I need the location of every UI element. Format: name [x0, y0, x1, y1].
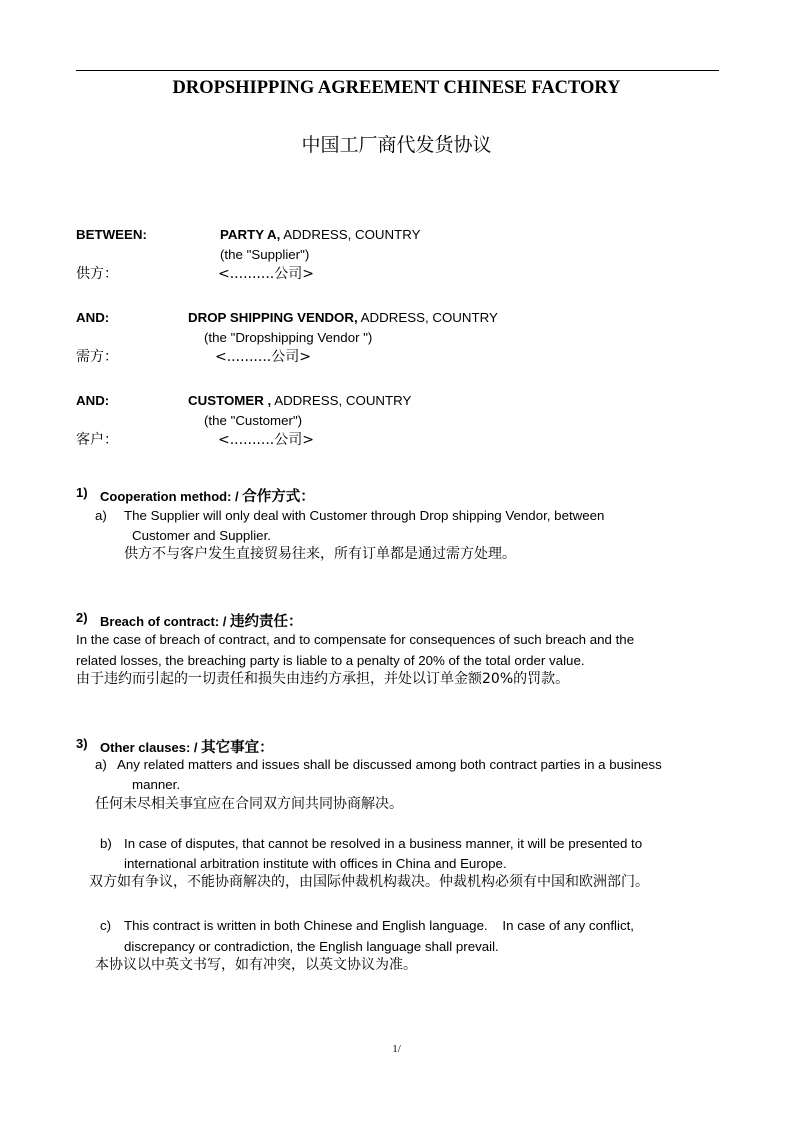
section-3-b-cn: 双方如有争议，不能协商解决的，由国际仲裁机构裁决。仲裁机构必须有中国和欧洲部门。 [89, 874, 649, 890]
section-3-c-label: c) [100, 918, 112, 933]
section-1-heading [100, 485, 315, 506]
vendor-name: DROP SHIPPING VENDOR, [188, 310, 358, 325]
section-3-c-line-2: discrepancy or contradiction, the English language shall prevail. [124, 939, 499, 954]
section-2-cn: 由于违约而引起的一切责任和损失由违约方承担，并处以订单金额20%的罚款。 [76, 671, 570, 687]
section-2-title: Breach of contract: / [100, 614, 231, 629]
section-3-a-line-1: Any related matters and issues shall be discussed among both contract parties in a business [117, 757, 662, 772]
top-rule [76, 70, 719, 71]
section-3-a-label: a) [95, 757, 107, 772]
party-a-name: PARTY A, [220, 227, 281, 242]
section-3-heading [100, 736, 274, 757]
customer-address: ADDRESS, COUNTRY [271, 393, 412, 408]
section-3-title-cn: 其它事宜： [201, 740, 274, 756]
customer-line [188, 393, 411, 409]
section-1-title: Cooperation method: / [100, 489, 243, 504]
section-1-number: 1) [76, 485, 88, 500]
customer-label-cn: 客户： [76, 432, 118, 448]
section-1-a-line-2: Customer and Supplier. [132, 528, 271, 543]
section-3-a-cn: 任何未尽相关事宜应在合同双方间共同协商解决。 [95, 796, 403, 812]
and-label-1: AND: [76, 310, 110, 325]
section-1-a-line-1: The Supplier will only deal with Customer through Drop shipping Vendor, between [124, 508, 605, 523]
section-2-heading [100, 610, 303, 631]
document-title: DROPSHIPPING AGREEMENT CHINESE FACTORY [172, 78, 621, 98]
supplier-label-cn: 供方： [76, 266, 118, 282]
supplier-company: <..........公司> [218, 266, 314, 282]
between-label: BETWEEN: [76, 227, 147, 242]
party-a-alias: (the "Supplier") [220, 247, 310, 262]
document-title-chinese: 中国工厂商代发货协议 [301, 134, 492, 156]
section-3-b-line-2: international arbitration institute with offices in China and Europe. [124, 856, 507, 871]
section-3-c-line-1: This contract is written in both Chinese and English language. In case of any conflict, [124, 918, 634, 933]
page-number: 1/ [392, 1043, 401, 1055]
section-3-b-label: b) [100, 836, 112, 851]
section-1-title-cn: 合作方式： [242, 489, 315, 505]
section-2-line-2: related losses, the breaching party is liable to a penalty of 20% of the total order value. [76, 653, 585, 668]
vendor-company: <..........公司> [215, 349, 311, 365]
section-1-a-label: a) [95, 508, 107, 523]
demand-label-cn: 需方： [76, 349, 118, 365]
party-a-address: ADDRESS, COUNTRY [280, 227, 421, 242]
section-1-a-cn: 供方不与客户发生直接贸易往来，所有订单都是通过需方处理。 [124, 546, 516, 562]
vendor-alias: (the "Dropshipping Vendor ") [204, 330, 373, 345]
section-3-title: Other clauses: / [100, 740, 202, 755]
section-2-number: 2) [76, 610, 88, 625]
vendor-address: ADDRESS, COUNTRY [357, 310, 498, 325]
vendor-line [188, 310, 498, 326]
customer-alias: (the "Customer") [204, 413, 303, 428]
section-3-c-cn: 本协议以中英文书写，如有冲突，以英文协议为准。 [95, 957, 417, 973]
section-3-b-line-1: In case of disputes, that cannot be resolved in a business manner, it will be presented to [124, 836, 643, 851]
section-3-number: 3) [76, 736, 88, 751]
customer-name: CUSTOMER , [188, 393, 272, 408]
customer-company: <..........公司> [218, 432, 314, 448]
party-a-line [220, 227, 420, 243]
section-3-a-line-2: manner. [132, 777, 181, 792]
section-2-line-1: In the case of breach of contract, and to compensate for consequences of such breach and the [76, 632, 635, 647]
and-label-2: AND: [76, 393, 110, 408]
section-2-title-cn: 违约责任： [230, 614, 303, 630]
